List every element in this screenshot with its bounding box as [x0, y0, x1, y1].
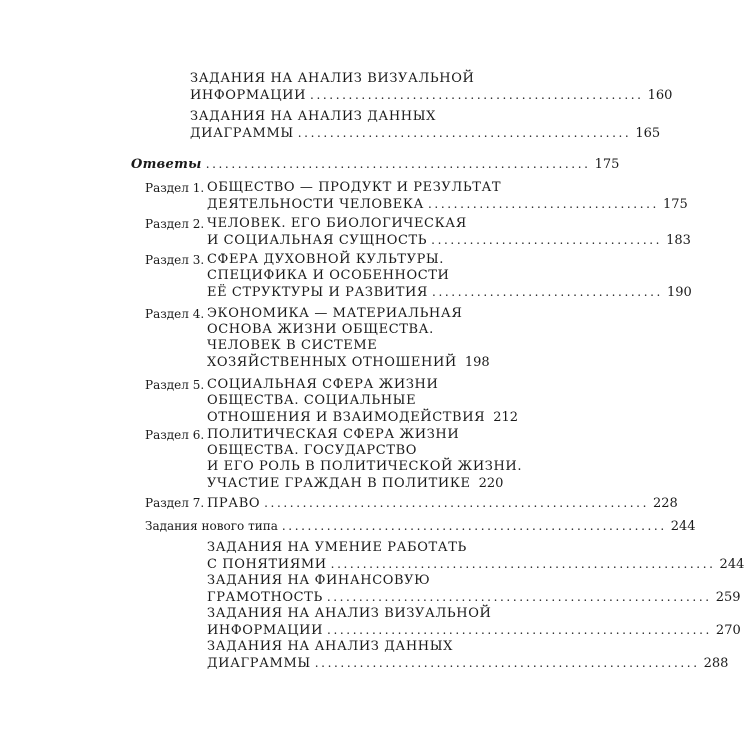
page-number: 198 — [464, 355, 490, 370]
section-number: Раздел 1. — [145, 181, 205, 195]
entry-line: УЧАСТИЕ ГРАЖДАН В ПОЛИТИКЕ — [207, 476, 471, 491]
toc-entry-answers[interactable] — [131, 156, 620, 172]
entry-line: ОБЩЕСТВА. СОЦИАЛЬНЫЕ — [207, 393, 417, 408]
entry-line: ОБЩЕСТВА. ГОСУДАРСТВО — [207, 443, 418, 458]
toc-entry-section-3[interactable] — [207, 252, 692, 300]
leader-dots: ............................................................ — [330, 557, 716, 571]
entry-line: ЗАДАНИЯ НА АНАЛИЗ ДАННЫХ — [190, 109, 436, 124]
entry-line: СФЕРА ДУХОВНОЙ КУЛЬТУРЫ. — [207, 252, 445, 267]
toc-entry-new-tasks[interactable] — [145, 518, 696, 534]
entry-line: ЗАДАНИЯ НА АНАЛИЗ ВИЗУАЛЬНОЙ — [190, 71, 475, 86]
page-number: 165 — [635, 126, 661, 141]
entry-line: ДИАГРАММЫ — [207, 656, 311, 671]
leader-dots: ............................................................ — [326, 590, 712, 604]
entry-line: ПРАВО — [207, 496, 261, 511]
entry-line: ОБЩЕСТВО — ПРОДУКТ И РЕЗУЛЬТАТ — [207, 180, 502, 195]
page-number: 244 — [670, 519, 696, 534]
answers-label: Ответы — [131, 157, 202, 172]
new-tasks-label: Задания нового типа — [145, 519, 278, 533]
page-number: 175 — [662, 197, 688, 212]
entry-line: ХОЗЯЙСТВЕННЫХ ОТНОШЕНИЙ — [207, 355, 457, 370]
section-number: Раздел 3. — [145, 253, 205, 267]
page-number: 190 — [666, 285, 692, 300]
page-number: 220 — [478, 476, 504, 491]
page-number: 288 — [703, 656, 729, 671]
page-number: 160 — [647, 88, 673, 103]
page-number: 183 — [666, 233, 691, 248]
entry-line: ОТНОШЕНИЯ И ВЗАИМОДЕЙСТВИЯ — [207, 410, 486, 425]
entry-line: ЗАДАНИЯ НА ФИНАНСОВУЮ — [207, 573, 431, 588]
leader-dots: ............................................................ — [205, 157, 591, 171]
entry-line: ДЕЯТЕЛЬНОСТИ ЧЕЛОВЕКА — [207, 197, 425, 212]
leader-dots: ............................................................ — [314, 656, 700, 670]
toc-entry-data-analysis-1[interactable] — [190, 109, 661, 141]
toc-entry-section-4[interactable] — [207, 306, 489, 370]
leader-dots: .................................................... — [310, 88, 644, 102]
entry-line: ЗАДАНИЯ НА АНАЛИЗ ДАННЫХ — [207, 639, 453, 654]
page-number: 212 — [493, 410, 519, 425]
entry-line: ПОЛИТИЧЕСКАЯ СФЕРА ЖИЗНИ — [207, 427, 460, 442]
leader-dots: .................................... — [431, 233, 663, 247]
entry-line: ДИАГРАММЫ — [190, 126, 294, 141]
entry-line: ЧЕЛОВЕК. ЕГО БИОЛОГИЧЕСКАЯ — [207, 216, 467, 231]
toc-entry-section-6[interactable] — [207, 427, 523, 491]
entry-line: ЭКОНОМИКА — МАТЕРИАЛЬНАЯ — [207, 306, 463, 321]
section-number: Раздел 4. — [145, 307, 205, 321]
toc-entry-section-5[interactable] — [207, 377, 519, 425]
toc-entry-concepts[interactable] — [207, 540, 744, 572]
toc-entry-financial-literacy[interactable] — [207, 573, 741, 605]
section-number: Раздел 6. — [145, 428, 205, 442]
entry-line: ГРАМОТНОСТЬ — [207, 590, 323, 605]
toc-entry-data-analysis-2[interactable] — [207, 639, 729, 671]
entry-line: ИНФОРМАЦИИ — [207, 623, 324, 638]
page-number: 270 — [715, 623, 741, 638]
section-number: Раздел 2. — [145, 217, 205, 231]
leader-dots: ............................................................ — [327, 623, 712, 637]
page-number: 175 — [594, 157, 620, 172]
page-number: 228 — [653, 496, 678, 511]
section-number: Раздел 7. — [145, 496, 205, 510]
leader-dots: ............................................................ — [264, 496, 650, 510]
leader-dots: .................................... — [428, 197, 659, 211]
leader-dots: ............................................................ — [281, 519, 667, 533]
toc-entry-visual-analysis-1[interactable] — [190, 71, 673, 103]
entry-line: ОСНОВА ЖИЗНИ ОБЩЕСТВА. — [207, 322, 434, 337]
leader-dots: .................................................... — [297, 126, 632, 140]
entry-line: СПЕЦИФИКА И ОСОБЕННОСТИ — [207, 268, 450, 283]
entry-line: ЗАДАНИЯ НА АНАЛИЗ ВИЗУАЛЬНОЙ — [207, 606, 492, 621]
entry-line: ЧЕЛОВЕК В СИСТЕМЕ — [207, 338, 378, 353]
leader-dots: .................................... — [432, 285, 663, 299]
page-number: 259 — [715, 590, 741, 605]
section-number: Раздел 5. — [145, 378, 205, 392]
entry-line: ИНФОРМАЦИИ — [190, 88, 307, 103]
entry-line: ЕЁ СТРУКТУРЫ И РАЗВИТИЯ — [207, 285, 429, 300]
toc-entry-section-7[interactable] — [207, 495, 678, 511]
toc-entry-visual-analysis-2[interactable] — [207, 606, 741, 638]
page-number: 244 — [719, 557, 744, 572]
entry-line: И СОЦИАЛЬНАЯ СУЩНОСТЬ — [207, 233, 428, 248]
entry-line: И ЕГО РОЛЬ В ПОЛИТИЧЕСКОЙ ЖИЗНИ. — [207, 459, 523, 474]
entry-line: ЗАДАНИЯ НА УМЕНИЕ РАБОТАТЬ — [207, 540, 467, 555]
entry-line: СОЦИАЛЬНАЯ СФЕРА ЖИЗНИ — [207, 377, 439, 392]
toc-entry-section-2[interactable] — [207, 216, 691, 248]
entry-line: С ПОНЯТИЯМИ — [207, 557, 327, 572]
toc-entry-section-1[interactable] — [207, 180, 688, 212]
